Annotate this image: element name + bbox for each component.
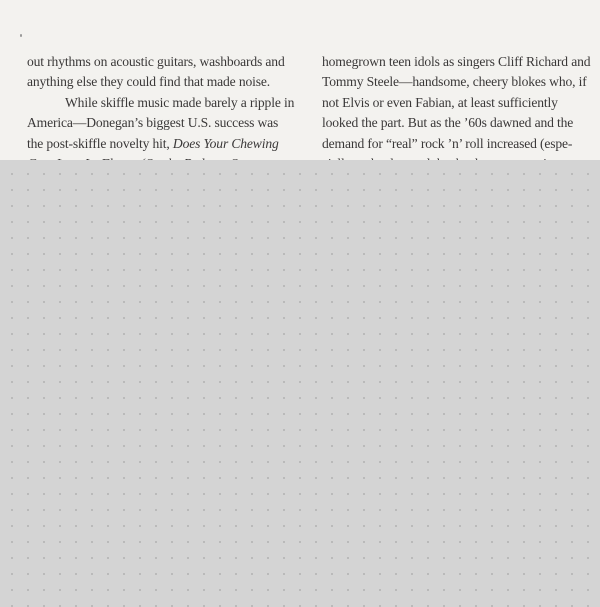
text-line: looked the part. But as the ’60s dawned and the — [322, 115, 574, 131]
text-line — [27, 134, 289, 154]
text-line: anything else they could find that made noise. — [27, 74, 271, 90]
text-line: Tommy Steele—handsome, cheery blokes who, if — [322, 74, 587, 90]
text-line: not Elvis or even Fabian, at least sufficiently — [322, 94, 558, 110]
page-speck — [20, 34, 22, 37]
dotted-gray-overlay — [0, 160, 600, 607]
text-line: out rhythms on acoustic guitars, washboards and — [27, 54, 285, 69]
text-run: the post-skiffle novelty hit, — [27, 135, 170, 151]
song-title-part: Does Your Chewing — [172, 135, 279, 151]
text-line: America—Donegan’s biggest U.S. success was — [27, 115, 279, 131]
text-line: homegrown teen idols as singers Cliff Richard and — [322, 54, 591, 69]
text-line: demand for “real” rock ’n’ roll increased (espe- — [322, 135, 573, 151]
text-line: While skiffle music made barely a ripple in — [65, 94, 295, 110]
